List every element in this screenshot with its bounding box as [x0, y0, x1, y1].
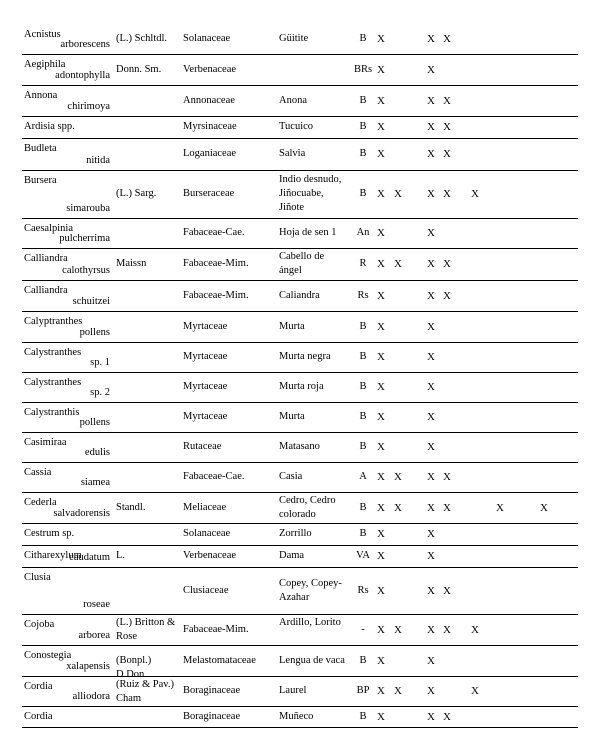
x-mark: X	[427, 290, 435, 302]
family-cell: Fabaceae-Mim.	[183, 258, 249, 269]
x-mark: X	[377, 33, 385, 45]
table-row	[0, 138, 589, 170]
x-mark: X	[443, 290, 451, 302]
genus-cell: Caesalpinia	[24, 223, 73, 234]
x-mark: X	[427, 550, 435, 562]
row-divider	[22, 492, 578, 493]
x-mark: X	[377, 585, 385, 597]
x-mark: X	[377, 148, 385, 160]
family-cell: Annonaceae	[183, 95, 235, 106]
common-name-cell: Copey, Copey-Azahar	[279, 578, 342, 603]
family-cell: Boraginaceae	[183, 711, 241, 722]
type-cell: B	[359, 502, 367, 513]
genus-cell: Cestrum sp.	[24, 528, 75, 539]
common-name-cell: Zorrillo	[279, 528, 312, 539]
type-cell: B	[359, 411, 367, 422]
table-row	[0, 545, 589, 567]
author-cell: L.	[116, 550, 126, 561]
common-name-cell: Indio desnudo, Jiñocuabe, Jiñote	[279, 174, 342, 213]
x-mark: X	[394, 624, 402, 636]
common-name-cell: Murta	[279, 321, 305, 332]
genus-cell: Cassia	[24, 467, 52, 478]
x-mark: X	[443, 471, 451, 483]
x-mark: X	[394, 685, 402, 697]
author-cell: (L.) Britton & Rose	[116, 617, 176, 642]
genus-cell: Clusia	[24, 572, 51, 583]
row-divider	[22, 54, 578, 55]
type-cell: B	[359, 188, 367, 199]
species-cell: pulcherrima	[59, 233, 110, 244]
common-name-cell: Murta	[279, 411, 305, 422]
row-divider	[22, 248, 578, 249]
table-row	[0, 706, 589, 727]
x-mark: X	[427, 227, 435, 239]
x-mark: X	[377, 290, 385, 302]
row-divider	[22, 342, 578, 343]
x-mark: X	[427, 381, 435, 393]
type-cell: B	[359, 655, 367, 666]
author-cell: (Bonpl.) D.Don	[116, 655, 152, 680]
species-cell: roseae	[83, 599, 110, 610]
x-mark: X	[427, 528, 435, 540]
row-divider	[22, 280, 578, 281]
row-divider	[22, 462, 578, 463]
species-cell: schuitzei	[72, 296, 110, 307]
type-cell: B	[359, 381, 367, 392]
common-name-cell: Laurel	[279, 685, 307, 696]
common-name-cell: Hoja de sen 1	[279, 227, 337, 238]
family-cell: Myrtaceae	[183, 351, 228, 362]
row-divider	[22, 170, 578, 171]
x-mark: X	[377, 258, 385, 270]
species-cell: chirimoya	[67, 101, 110, 112]
row-divider	[22, 432, 578, 433]
x-mark: X	[427, 655, 435, 667]
x-mark: X	[471, 188, 479, 200]
x-mark: X	[427, 148, 435, 160]
row-divider	[22, 311, 578, 312]
genus-cell: Cederla	[24, 497, 57, 508]
species-cell: sp. 1	[90, 357, 110, 368]
table-bottom-border	[22, 727, 578, 728]
author-cell: Donn. Sm.	[116, 64, 162, 75]
x-mark: X	[377, 95, 385, 107]
x-mark: X	[427, 188, 435, 200]
species-cell: edulis	[84, 447, 110, 458]
type-cell: B	[359, 321, 367, 332]
table-row	[0, 248, 589, 280]
x-mark: X	[443, 121, 451, 133]
x-mark: X	[427, 121, 435, 133]
common-name-cell: Cedro, Cedro colorado	[279, 495, 336, 520]
species-cell: arborea	[78, 630, 110, 641]
genus-cell: Acnistus	[24, 29, 61, 40]
x-mark: X	[394, 471, 402, 483]
species-cell: simarouba	[66, 203, 110, 214]
x-mark: X	[427, 321, 435, 333]
x-mark: X	[377, 411, 385, 423]
species-cell: adontophylla	[55, 70, 110, 81]
table-row	[0, 645, 589, 680]
genus-cell: Calyptranthes	[24, 316, 83, 327]
type-cell: Rs	[357, 585, 369, 596]
x-mark: X	[443, 148, 451, 160]
species-cell: salvadorensis	[53, 508, 110, 519]
row-divider	[22, 706, 578, 707]
x-mark: X	[427, 441, 435, 453]
type-cell: B	[359, 148, 367, 159]
x-mark: X	[394, 502, 402, 514]
x-mark: X	[427, 502, 435, 514]
species-cell: alliodora	[72, 691, 110, 702]
genus-cell: Citharexylum	[24, 550, 82, 561]
family-cell: Fabaceae-Mim.	[183, 290, 249, 301]
common-name-cell: Salvia	[279, 148, 306, 159]
family-cell: Melastomataceae	[183, 655, 256, 666]
common-name-cell: Muñeco	[279, 711, 314, 722]
genus-cell: Budleta	[24, 143, 57, 154]
author-cell: (L.) Schltdl.	[116, 33, 168, 44]
x-mark: X	[377, 381, 385, 393]
x-mark: X	[443, 188, 451, 200]
author-cell: (Ruiz & Pav.) Cham	[116, 679, 174, 704]
species-cell: caudatum	[69, 552, 110, 563]
common-name-cell: Casia	[279, 471, 303, 482]
common-name-cell: Murta negra	[279, 351, 331, 362]
type-cell: VA	[356, 550, 370, 561]
type-cell: BRs	[353, 64, 373, 75]
genus-cell: Calliandra	[24, 285, 68, 296]
author-cell: (L.) Sarg.	[116, 188, 157, 199]
species-cell: xalapensis	[66, 661, 110, 672]
x-mark: X	[427, 33, 435, 45]
common-name-cell: Güitite	[279, 33, 309, 44]
table-row	[0, 218, 589, 248]
table-row	[0, 676, 589, 706]
x-mark: X	[377, 227, 385, 239]
row-divider	[22, 85, 578, 86]
x-mark: X	[443, 502, 451, 514]
table-row	[0, 54, 589, 85]
row-divider	[22, 218, 578, 219]
table-row	[0, 116, 589, 138]
common-name-cell: Anona	[279, 95, 307, 106]
genus-cell: Annona	[24, 90, 58, 101]
table-row	[0, 492, 589, 523]
x-mark: X	[377, 321, 385, 333]
common-name-cell: Tucuico	[279, 121, 314, 132]
family-cell: Boraginaceae	[183, 685, 241, 696]
table-row	[0, 280, 589, 311]
common-name-cell: Matasano	[279, 441, 320, 452]
x-mark: X	[377, 685, 385, 697]
family-cell: Loganiaceae	[183, 148, 237, 159]
family-cell: Verbenaceae	[183, 550, 237, 561]
row-divider	[22, 372, 578, 373]
family-cell: Rutaceae	[183, 441, 222, 452]
family-cell: Meliaceae	[183, 502, 227, 513]
row-divider	[22, 138, 578, 139]
type-cell: A	[359, 471, 367, 482]
genus-cell: Calystranthis	[24, 407, 80, 418]
type-cell: B	[359, 121, 367, 132]
row-divider	[22, 523, 578, 524]
genus-cell: Calystranthes	[24, 377, 82, 388]
x-mark: X	[377, 121, 385, 133]
x-mark: X	[377, 188, 385, 200]
table-row	[0, 24, 589, 54]
x-mark: X	[377, 550, 385, 562]
type-cell: B	[359, 528, 367, 539]
x-mark: X	[377, 711, 385, 723]
type-cell: Rs	[357, 290, 369, 301]
common-name-cell: Lengua de vaca	[279, 655, 345, 666]
common-name-cell: Cabello de ángel	[279, 251, 325, 276]
genus-cell: Cordia	[24, 681, 53, 692]
table-row	[0, 523, 589, 545]
common-name-cell: Dama	[279, 550, 305, 561]
type-cell: B	[359, 441, 367, 452]
row-divider	[22, 614, 578, 615]
common-name-cell: Murta roja	[279, 381, 324, 392]
table-row	[0, 170, 589, 218]
x-mark: X	[443, 95, 451, 107]
species-cell: sp. 2	[90, 387, 110, 398]
x-mark: X	[377, 64, 385, 76]
type-cell: B	[359, 711, 367, 722]
x-mark: X	[427, 411, 435, 423]
x-mark: X	[427, 64, 435, 76]
x-mark: X	[471, 685, 479, 697]
x-mark: X	[377, 502, 385, 514]
x-mark: X	[377, 441, 385, 453]
family-cell: Fabaceae-Mim.	[183, 624, 249, 635]
genus-cell: Casimiraa	[24, 437, 67, 448]
row-divider	[22, 545, 578, 546]
common-name-cell: Ardillo, Lorito	[279, 617, 341, 628]
genus-cell: Calystranthes	[24, 347, 82, 358]
table-row	[0, 402, 589, 432]
family-cell: Myrsinaceae	[183, 121, 237, 132]
species-cell: pollens	[79, 327, 110, 338]
family-cell: Myrtaceae	[183, 381, 228, 392]
species-cell: arborescens	[60, 39, 110, 50]
x-mark: X	[427, 258, 435, 270]
table-row	[0, 614, 589, 645]
author-cell: Maissn	[116, 258, 147, 269]
type-cell: B	[359, 95, 367, 106]
x-mark: X	[377, 351, 385, 363]
x-mark: X	[427, 95, 435, 107]
genus-cell: Bursera	[24, 175, 57, 186]
species-cell: calothyrsus	[62, 265, 110, 276]
row-divider	[22, 116, 578, 117]
type-cell: BP	[356, 685, 370, 696]
type-cell: B	[359, 33, 367, 44]
genus-cell: Calliandra	[24, 253, 68, 264]
family-cell: Fabaceae-Cae.	[183, 227, 245, 238]
family-cell: Burseraceae	[183, 188, 235, 199]
genus-cell: Cordia	[24, 711, 53, 722]
x-mark: X	[443, 258, 451, 270]
species-cell: nitida	[86, 155, 110, 166]
genus-cell: Aegiphila	[24, 59, 66, 70]
table-row	[0, 372, 589, 402]
type-cell: An	[356, 227, 370, 238]
table-row	[0, 311, 589, 342]
family-cell: Fabaceae-Cae.	[183, 471, 245, 482]
x-mark: X	[443, 33, 451, 45]
x-mark: X	[427, 624, 435, 636]
table-row	[0, 342, 589, 372]
genus-cell: Ardisia spp.	[24, 121, 75, 132]
x-mark: X	[394, 258, 402, 270]
x-mark: X	[377, 655, 385, 667]
row-divider	[22, 402, 578, 403]
genus-cell: Cojoba	[24, 619, 55, 630]
x-mark: X	[377, 528, 385, 540]
row-divider	[22, 567, 578, 568]
x-mark: X	[443, 711, 451, 723]
table-row	[0, 462, 589, 492]
x-mark: X	[427, 685, 435, 697]
table-row	[0, 432, 589, 462]
type-cell: B	[359, 351, 367, 362]
x-mark: X	[443, 585, 451, 597]
x-mark: X	[427, 711, 435, 723]
family-cell: Solanaceae	[183, 528, 231, 539]
family-cell: Verbenaceae	[183, 64, 237, 75]
family-cell: Clusiaceae	[183, 585, 229, 596]
common-name-cell: Caliandra	[279, 290, 320, 301]
family-cell: Myrtaceae	[183, 321, 228, 332]
genus-cell: Conostegia	[24, 650, 72, 661]
x-mark: X	[377, 471, 385, 483]
family-cell: Solanaceae	[183, 33, 231, 44]
x-mark: X	[427, 471, 435, 483]
type-cell: R	[359, 258, 367, 269]
x-mark: X	[377, 624, 385, 636]
row-divider	[22, 645, 578, 646]
x-mark: X	[471, 624, 479, 636]
species-cell: pollens	[79, 417, 110, 428]
x-mark: X	[427, 585, 435, 597]
family-cell: Myrtaceae	[183, 411, 228, 422]
x-mark: X	[427, 351, 435, 363]
table-row	[0, 85, 589, 116]
x-mark: X	[443, 624, 451, 636]
author-cell: Standl.	[116, 502, 146, 513]
x-mark: X	[394, 188, 402, 200]
species-cell: siamea	[80, 477, 110, 488]
table-row	[0, 567, 589, 614]
row-divider	[22, 676, 578, 677]
x-mark: X	[540, 502, 548, 514]
x-mark: X	[496, 502, 504, 514]
type-cell: -	[361, 624, 365, 635]
